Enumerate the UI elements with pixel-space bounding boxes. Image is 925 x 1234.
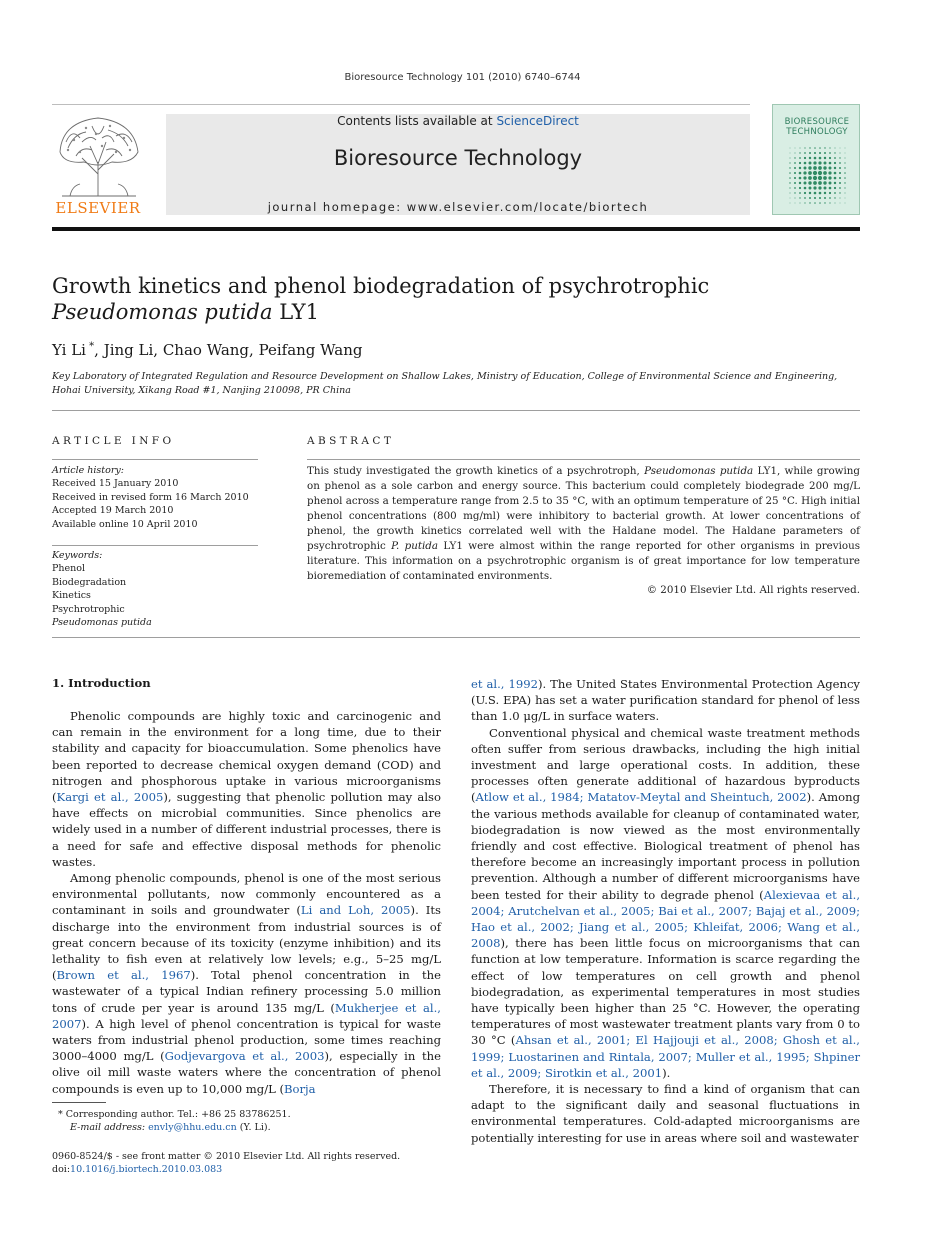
cover-dot [799,182,801,184]
cover-dot [834,157,836,159]
cover-dot [809,197,811,199]
cover-dot [808,171,812,175]
author-name: Yi Li [52,341,86,359]
cover-dot [813,161,816,164]
cover-dot [839,177,841,179]
elsevier-wordmark: ELSEVIER [55,199,141,217]
cover-dot [790,193,791,194]
cover-dot [800,148,801,149]
cover-dot [809,157,811,159]
issn-line: 0960-8524/$ - see front matter © 2010 Elsevier Ltd. All rights reserved. [52,1151,401,1162]
cover-dot [819,152,821,154]
paragraph: Therefore, it is necessary to find a kind of organism that can adapt to the significant daily and seasonal fluctuations in environmental temperatures. Cold-adapted microorganisms are potentially interesting for use in areas where soil and wastewater [471,1082,860,1145]
cover-dot [799,172,802,175]
cover-dot [839,182,841,184]
paragraph: Conventional physical and chemical waste treatment methods often suffer from serious drawbacks, including the high initial investment and large operational costs. In addition, these processes often generate additional of hazardous byproducts (Atlow et al., 1984; Matatov-Meytal and Sheintuch, 2002). Among the various methods available for cleanup of contaminated water, biodegradation is now viewed as the most environmentally friendly and cost effective. Biological treatment of phenol has therefore become an increasingly important process in pollution prevention. Although a number of different microorganisms have been tested for their ability to degrade phenol (Alexievaa et al., 2004; Arutchelvan et al., 2005; Bai et al., 2007; Bajaj et al., 2009; Hao et al., 2002; Jiang et al., 2005; Khleifat, 2006; Wang et al., 2008), there has been little focus on microorganisms that can function at low temperature. Information is scarce regarding the effect of low temperatures on cell growth and phenol biodegradation, as experimental temperatures in most studies have typically been higher than 25 °C. However, the operating temperatures of most wastewater treatment plants vary from 0 to 30 °C (Ahsan et al., 2001; El Hajjouji et al., 2008; Ghosh et al., 1999; Luostarinen and Rintala, 2007; Muller et al., 1995; Shpiner et al., 2009; Sirotkin et al., 2001). [471,725,860,1080]
cover-dot [844,182,845,183]
cover-dot [789,177,791,179]
cover-dot [824,187,827,190]
paragraph: Among phenolic compounds, phenol is one of the most serious environmental pollutants, now commonly encountered as a contaminant in soils and groundwater (Li and Loh, 2005). Its discharge into the environment from industrial sources is of great concern because of its toxicity (enzyme inhibition) and its lethality to fish even at relatively low levels; e.g., 5–25 mg/L (Brown et al., 1967). Total phenol concentration in the wastewater of a typical Indian refinery processing 5.0 million tons of crude per year is around 135 mg/L (Mukherjee et al., 2007). A high level of phenol concentration is typical for waste waters from industrial phenol production, some times reaching 3000–4000 mg/L (Godjevargova et al., 2003), especially in the olive oil mill waste waters where the concentration of phenol compounds is even up to 10,000 mg/L (Borja [52,871,441,1096]
sciencedirect-link[interactable]: ScienceDirect [496,114,579,128]
contents-line: Contents lists available at ScienceDirect [337,114,579,128]
cover-dot [814,202,816,204]
citation-link[interactable]: Kargi et al., 2005 [56,790,164,805]
cover-dot [790,158,791,159]
abstract-heading: ABSTRACT [307,435,395,447]
cover-dot [799,187,801,189]
cover-dot [794,172,796,174]
paragraph: Phenolic compounds are highly toxic and carcinogenic and can remain in the environment for a long time, due to their stability and capacity for bioaccumulation. Some phenolics have been reported to decrease chemical oxygen demand (COD) and nitrogen and phosphorous uptake in various microorganisms (Kargi et al., 2005), suggesting that phenolic pollution may also have effects on microbial communities. Since phenolics are widely used in a number of different industrial processes, there is a need for safe and effective disposal methods for phenolic wastes. [52,709,441,869]
cover-dot [818,166,822,170]
cover-dot [824,162,827,165]
cover-dot [829,152,831,154]
keyword: Pseudomonas putida [52,617,152,629]
cover-dot [813,186,816,189]
cover-dot [809,152,811,154]
cover-dot [814,197,816,199]
cover-dot [829,167,832,170]
cover-dot [839,152,840,153]
cover-dot [839,197,840,198]
cover-dot [818,176,822,180]
cover-dot [818,186,821,189]
citation-link[interactable]: Ahsan et al., 2001; El Hajjouji et al., 2008; Ghosh et al., 1999; Luostarinen and Rintala, 2007; Muller et al., 1995; Shpiner et al., 2009; Sirotkin et al., 2001 [471,1033,860,1080]
cover-dot [823,181,826,184]
cover-dot [829,157,831,159]
cover-dot [794,192,795,193]
cover-dot [839,172,841,174]
cover-dot [818,181,822,185]
citation-link[interactable]: Brown et al., 1967 [56,968,191,983]
cover-dot [799,157,801,159]
citation-link[interactable]: Li and Loh, 2005 [300,903,411,918]
cover-dot [844,172,846,174]
article-history: Article history: Received 15 January 2010 Received in revised form 16 March 2010 Accepted 19 March 2010 Available online 10 April 2010 [52,465,249,530]
cover-dot [818,171,822,175]
cover-dot [804,192,806,194]
body-column-right [471,676,860,1146]
citation-link[interactable]: Borja [284,1081,316,1096]
cover-dot [829,192,831,194]
cover-dot [829,187,832,190]
cover-dot [829,197,831,199]
cover-dot [814,152,816,154]
cover-dot [835,148,836,149]
cover-dot [839,187,841,189]
citation-link[interactable]: Atlow et al., 1984; Matatov-Meytal and Sheintuch, 2002 [475,790,807,805]
author-name: , Jing Li, Chao Wang, Peifang Wang [94,341,363,359]
author-list [52,341,363,359]
cover-dot [809,162,812,165]
affiliation: Key Laboratory of Integrated Regulation and Resource Development on Shallow Lakes, Ministry of Education, College of Environmental Science and Engineering, Hohai University, Xikang Road #1, Nanjing 210098, PR China [52,371,838,396]
cover-dot [808,166,811,169]
journal-homepage[interactable]: journal homepage: www.elsevier.com/locate/biortech [267,200,649,214]
cover-dot [809,187,812,190]
cover-dot [794,187,796,189]
cover-dot [794,177,796,179]
cover-dot [789,162,790,163]
cover-dot [794,162,796,164]
divider [52,545,258,546]
body-column-left [52,708,441,1097]
cover-dot [845,153,846,154]
cover-dot [844,177,846,179]
cover-dot [804,157,806,159]
abstract-body: This study investigated the growth kinetics of a psychrotroph, Pseudomonas putida LY1, while growing on phenol as a sole carbon and energy source. This bacterium could completely biodegrade 200 mg/L phenol across a temperature range from 2.5 to 35 °C, with an optimum temperature of 25 °C. High initial phenol concentrations (800 mg/ml) were inhibitory to bacterial growth. At lower concentrations of phenol, the growth kinetics correlated well with the Haldane model. The Haldane parameters of psychrotrophic P. putida LY1 were almost within the range reported for other organisms in previous literature. This information on a psychrotrophic organism is of great importance for low temperature bioremediation of contaminated environments. [307,465,860,582]
journal-reference: Bioresource Technology 101 (2010) 6740–6744 [344,72,581,83]
cover-dot [834,162,836,164]
cover-dot [829,202,830,203]
divider [307,459,860,460]
cover-dot [839,157,840,158]
cover-dot [809,147,810,148]
cover-dot [799,192,801,194]
cover-dot [834,172,837,175]
article-title: Growth kinetics and phenol biodegradation of psychrotrophic Pseudomonas putida LY1 [52,274,710,324]
front-matter-meta: 0960-8524/$ - see front matter © 2010 Elsevier Ltd. All rights reserved. doi:10.1016/j.biortech.2010.03.083 [52,1150,472,1177]
cover-dot [839,192,840,193]
keyword: Phenol [52,563,86,575]
abstract-copyright: © 2010 Elsevier Ltd. All rights reserved. [646,584,860,596]
cover-dot-pattern [787,145,847,207]
cover-dot [834,167,836,169]
cover-dot [795,148,796,149]
cover-dot [794,157,795,158]
cover-dot [829,182,832,185]
cover-dot [804,197,806,199]
cover-dot [834,152,835,153]
cover-dot [789,187,790,188]
masthead-rule [52,227,860,231]
cover-dot [794,152,795,153]
cover-dot [813,176,817,180]
cover-dot [799,162,801,164]
cover-dot [800,203,801,204]
citation-link[interactable]: Godjevargova et al., 2003 [164,1049,325,1064]
cover-dot [804,187,807,190]
cover-dot [803,171,806,174]
journal-cover-thumbnail [772,104,860,215]
cover-dot [845,148,846,149]
cover-dot [790,203,791,204]
cover-dot [834,192,836,194]
cover-dot [804,202,805,203]
cover-dot [819,147,821,149]
cover-dot [794,182,796,184]
cover-dot [829,147,830,148]
cover-dot [834,182,836,184]
cover-dot [789,182,790,183]
footnote-rule [52,1102,106,1103]
cover-dot [824,197,826,199]
cover-dot [845,158,846,159]
citation-link[interactable]: Mukherjee et al., 2007 [52,1000,441,1031]
cover-dot [844,162,845,163]
cover-dot [790,148,791,149]
cover-dot [839,162,841,164]
keyword: Kinetics [52,590,91,602]
cover-dot [845,203,846,204]
cover-dot [795,203,796,204]
cover-dot [824,192,826,194]
citation-link[interactable]: et al., 1992 [471,677,538,691]
cover-dot [819,202,821,204]
cover-dot [789,172,791,174]
cover-dot [813,171,817,175]
cover-dot [839,167,841,169]
cover-dot [834,197,835,198]
cover-dot [845,198,846,199]
cover-dot [814,157,817,160]
cover-dot [823,171,827,175]
cover-dot [808,176,812,180]
section-heading-introduction: 1. Introduction [52,676,151,690]
cover-dot [818,161,821,164]
cover-title: BIORESOURCE TECHNOLOGY [784,117,850,137]
cover-dot [844,187,845,188]
cover-dot [844,167,845,168]
corresponding-author-footnote: * Corresponding author. Tel.: +86 25 83786251. E-mail address: envly@hhu.edu.cn (Y. Li). [58,1109,291,1134]
cover-dot [809,192,811,194]
header-rule [52,104,750,105]
cover-dot [804,182,807,185]
cover-dot [823,166,826,169]
cover-dot [828,176,831,179]
cover-dot [808,181,811,184]
paragraph: et al., 1992). The United States Environmental Protection Agency (U.S. EPA) has set a water purification standard for phenol of less than 1.0 μg/L in surface waters. [471,677,860,724]
cover-dot [819,157,822,160]
cover-dot [834,177,837,180]
cover-dot [840,148,841,149]
cover-dot [828,171,831,174]
corresponding-mark[interactable]: * [85,341,95,352]
divider [52,459,258,460]
cover-dot [803,176,806,179]
journal-title: Bioresource Technology [333,146,583,170]
cover-dot [824,202,825,203]
cover-dot [799,177,802,180]
keyword: Biodegradation [52,576,127,588]
article-info-heading: ARTICLE INFO [52,435,175,447]
cover-dot [804,152,806,154]
cover-dot [814,147,816,149]
cover-dot [804,162,807,165]
cover-dot [840,203,841,204]
cover-dot [799,152,800,153]
cover-dot [845,193,846,194]
cover-dot [804,147,805,148]
cover-dot [790,198,791,199]
cover-dot [804,167,807,170]
cover-dot [794,197,795,198]
cover-dot [823,176,827,180]
cover-dot [829,162,832,165]
cover-dot [835,203,836,204]
email-link[interactable]: envly@hhu.edu.cn [148,1122,237,1134]
cover-dot [814,192,817,195]
cover-dot [809,202,810,203]
cover-dot [813,181,817,185]
citation-link[interactable]: Alexievaa et al., 2004; Arutchelvan et al., 2005; Bai et al., 2007; Bajaj et al., 2009; Hao et al., 2002; Jiang et al., 2005; Khleifat, 2006; Wang et al., 2008 [471,887,860,951]
cover-dot [824,157,826,159]
cover-dot [789,167,790,168]
cover-dot [799,167,801,169]
cover-dot [813,166,817,170]
cover-dot [819,192,822,195]
divider [52,637,860,638]
keywords: Keywords: Phenol Biodegradation Kinetics Psychrotrophic Pseudomonas putida [52,549,258,629]
cover-dot [819,197,821,199]
cover-dot [824,152,826,154]
cover-dot [834,187,836,189]
cover-dot [824,147,825,148]
doi-link[interactable]: 10.1016/j.biortech.2010.03.083 [70,1164,223,1176]
keyword: Psychrotrophic [52,603,125,615]
cover-dot [790,153,791,154]
divider [52,410,860,411]
cover-dot [794,167,796,169]
cover-dot [799,197,800,198]
